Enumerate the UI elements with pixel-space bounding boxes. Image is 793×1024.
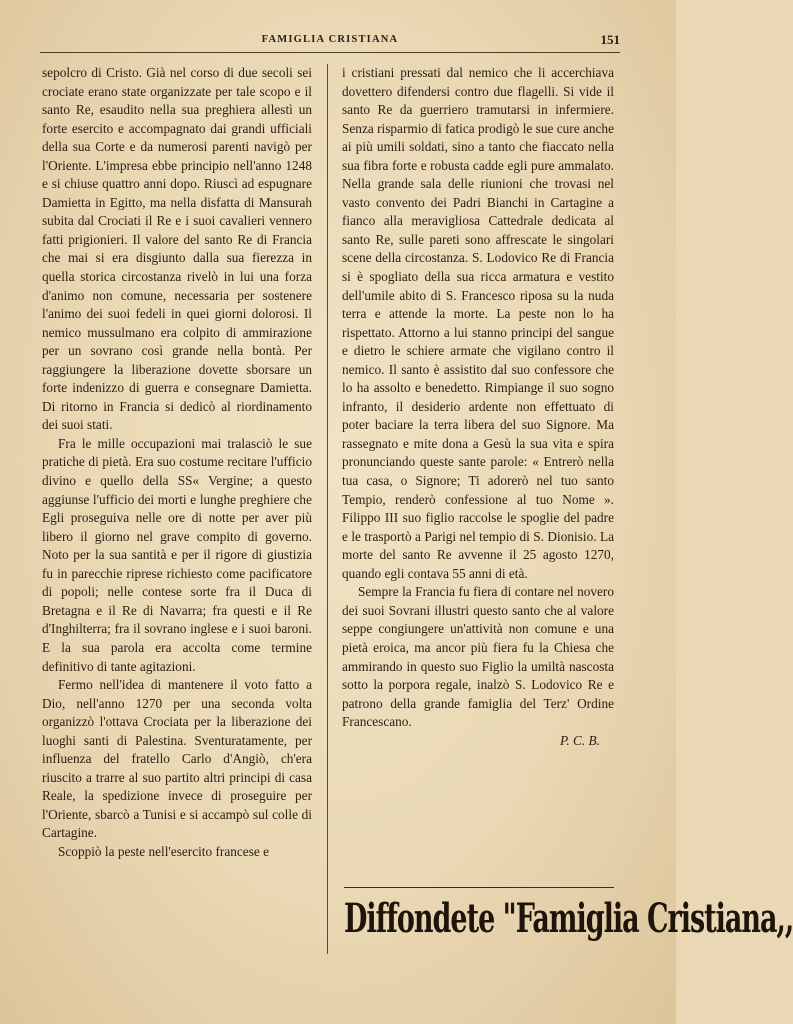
promo-banner: Diffondete "Famiglia Cristiana,,: [344, 896, 793, 943]
header-rule: [40, 52, 620, 53]
left-paragraph-2: Fra le mille occupazioni mai tralasciò le sue pratiche di pietà. Era suo costume recitare l'ufficio divino e quello della SS« Vergine; a questo aggiunse l'ufficio dei morti e lunghe preghiere che Egli proseguiva nelle ore di notte per aver più libero il giorno nel grave compito di governo. Noto per la sua santità e per il rigore di giustizia fu in parecchie riprese richiesto come pacificatore di popoli; nelle contese sorte fra il Duca di Bretagna e il Re di Navarra; fra questi e il Re d'Inghilterra; fra il sovrano inglese e i suoi baroni. E la sua parola era accolta come termine definitivo di tante agitazioni.: [42, 435, 312, 674]
right-paragraph-2: Sempre la Francia fu fiera di contare nel novero dei suoi Sovrani illustri questo santo che al valore seppe congiungere un'attività non comune e una pietà eroica, ma ancor più fiera fu la Chiesa che ammirando in questo suo Figlio la umiltà nascosta sotto la porpora regale, inalzò S. Lodovico Re e patrono della grande famiglia del Terz' Ordine Francescano.: [342, 584, 614, 730]
right-paragraph-1: i cristiani pressati dal nemico che li accerchiava dovettero difendersi contro due flagelli. Si vide il santo Re da guerriero tramutarsi in infermiere. Senza risparmio di fatica prodigò le sue cure anche ai più umili soldati, sino a tanto che fiaccato nella sua fibra forte e robusta cadde egli pure ammalato. Nella grande sala delle riunioni che trovasi nel vasto convento dei Padri Bianchi in Cartagine a fianco alla meravigliosa Cattedrale dedicata al santo Re, sulle pareti sono affrescate le singolari scene della circostanza. S. Lodovico Re di Francia si è spogliato della sua ricca armatura e vestito dell'umile abito di S. Francesco riposa su la nuda terra e attende la morte. La peste non lo ha rispettato. Attorno a lui stanno principi del sangue e dietro le schiere armate che vigilano contro il nemico. Il santo è assistito dal suo confessore che lo ha assolto e benedetto. Rimpiange il suo sogno infranto, il desiderio ardente non effettuato di poter baciare la terra libera del suo Signore. Ma rassegnato e mite dona a Gesù la sua vita e spira pronunciando queste sante parole: « Entrerò nella tua casa, o Signore; Ti adorerò nel tuo santo Tempio, renderò confessione al tuo Nome ». Filippo III suo figlio raccolse le spoglie del padre e le trasportò a Parigi nel tempio di S. Dionisio. La morte del santo Re avvenne il 25 agosto 1270, quando egli contava 55 anni di età.: [342, 65, 614, 581]
column-divider: [327, 64, 328, 954]
running-head: [40, 34, 620, 48]
author-signature: P. C. B.: [559, 732, 600, 748]
running-title: FAMIGLIA CRISTIANA: [261, 34, 399, 45]
left-paragraph-3: Fermo nell'idea di mantenere il voto fatto a Dio, nell'anno 1270 per una seconda volta organizzò l'ottava Crociata per la liberazione dei luoghi santi di Palestina. Sventuratamente, per influenza del fratello Carlo d'Angiò, ch'era riuscito a trarre al suo partito altri principi di casa Reale, la spedizione invece di proseguire per l'Oriente, sbarcò a Tunisi e si accampò sul colle di Cartagine.: [42, 677, 312, 841]
left-column: [42, 64, 312, 862]
page-number: 151: [600, 32, 620, 47]
left-paragraph-4: Scoppiò la peste nell'esercito francese e: [58, 843, 269, 859]
right-column: [342, 64, 614, 750]
promo-rule: [344, 887, 614, 888]
left-paragraph-1: sepolcro di Cristo. Già nel corso di due secoli sei crociate erano state organizzate per tale scopo e il santo Re, esaudito nella sua preghiera allestì un forte esercito e accompagnato dai grandi ufficiali della sua Corte e da numerosi parenti navigò per l'Oriente. L'impresa ebbe principio nell'anno 1248 e si chiuse quattro anni dopo. Riuscì ad espugnare Damietta in Egitto, ma nella disfatta di Mansurah subita dal Crociati il Re e i suoi cavalieri vennero fatti prigionieri. Il valore del santo Re di Francia che mai si era disgiunto dalla sua fierezza in quella storica circostanza rivelò in lui una forza d'animo non comune, necessaria per sostenere l'animo dei suoi fedeli in quei giorni dolorosi. Il nemico mussulmano era colpito di ammirazione per un sovrano così grande nella bontà. Per raggiungere la liberazione dovette sborsare un forte indenizzo di guerra e consegnare Damietta. Di ritorno in Francia si dedicò al riordinamento dei suoi stati.: [42, 65, 312, 433]
